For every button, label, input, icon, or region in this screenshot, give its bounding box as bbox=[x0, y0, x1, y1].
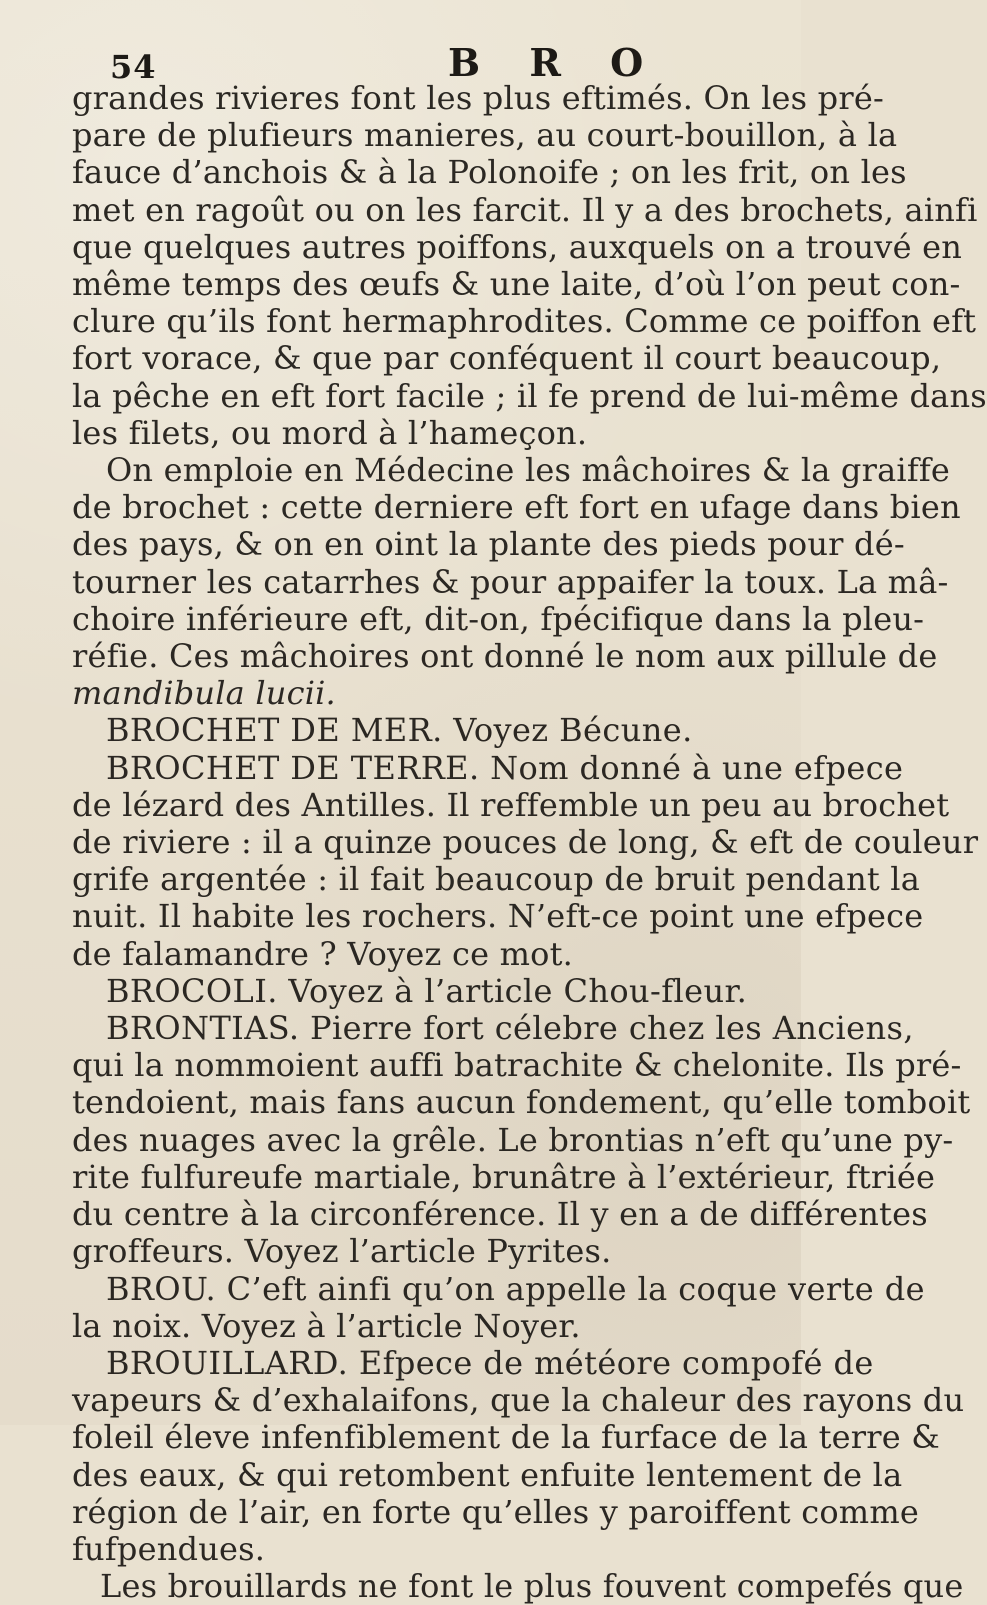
text-line-39: région de l’air, en forte qu’elles y paroiffent comme bbox=[72, 1492, 920, 1531]
text-line-3: fauce d’anchois & à la Polonoife ; on les frit, on les bbox=[72, 153, 907, 192]
text-line-2: pare de plufieurs manieres, au court-bouillon, à la bbox=[72, 116, 898, 155]
text-line-23: nuit. Il habite les rochers. N’eft-ce point une efpece bbox=[72, 897, 924, 936]
text-line-5: que quelques autres poiffons, auxquels on a trouvé en bbox=[72, 227, 963, 266]
entry-brontias: BRONTIAS. Pierre fort célebre chez les Anciens, bbox=[106, 1009, 914, 1048]
text-line-36: vapeurs & d’exhalaifons, que la chaleur des rayons du bbox=[72, 1381, 965, 1420]
text-line-32: groffeurs. Voyez l’article Pyrites. bbox=[72, 1232, 612, 1271]
text-line-21: de riviere : il a quinze pouces de long, & eft de couleur bbox=[72, 823, 979, 862]
text-line-11: On emploie en Médecine les mâchoires & la graiffe bbox=[106, 451, 951, 490]
text-line-17: mandibula lucii. bbox=[72, 674, 336, 713]
entry-brochet-de-mer: BROCHET DE MER. Voyez Bécune. bbox=[106, 711, 693, 750]
running-head: B R O bbox=[448, 40, 662, 85]
text-line-20: de lézard des Antilles. Il reffemble un peu au brochet bbox=[72, 785, 950, 824]
text-line-34: la noix. Voyez à l’article Noyer. bbox=[72, 1306, 581, 1345]
text-line-10: les filets, ou mord à l’hameçon. bbox=[72, 413, 588, 452]
entry-brochet-de-terre: BROCHET DE TERRE. Nom donné à une efpece bbox=[106, 748, 904, 787]
text-line-13: des pays, & on en oint la plante des pieds pour dé- bbox=[72, 525, 905, 564]
text-line-28: tendoient, mais fans aucun fondement, qu’elle tomboit bbox=[72, 1083, 971, 1122]
page-header bbox=[72, 20, 763, 86]
text-line-27: qui la nommoient auffi batrachite & chelonite. Ils pré- bbox=[72, 1046, 962, 1085]
text-line-30: rite fulfureufe martiale, brunâtre à l’extérieur, ftriée bbox=[72, 1157, 936, 1196]
text-line-6: même temps des œufs & une laite, d’où l’on peut con- bbox=[72, 265, 961, 304]
text-line-15: choire inférieure eft, dit-on, fpécifique dans la pleu- bbox=[72, 599, 925, 638]
entry-brouillard: BROUILLARD. Efpece de météore compofé de bbox=[106, 1343, 874, 1382]
text-line-9: la pêche en eft fort facile ; il fe prend de lui-même dans bbox=[72, 376, 987, 415]
main-text bbox=[72, 79, 987, 1605]
text-line-22: grife argentée : il fait beaucoup de bruit pendant la bbox=[72, 860, 921, 899]
text-line-16: réfie. Ces mâchoires ont donné le nom aux pillule de bbox=[72, 637, 938, 676]
text-line-41: Les brouillards ne font le plus fouvent compefés que bbox=[100, 1567, 964, 1605]
text-line-38: des eaux, & qui retombent enfuite lentement de la bbox=[72, 1455, 903, 1494]
text-line-12: de brochet : cette derniere eft fort en ufage dans bien bbox=[72, 488, 961, 527]
text-line-24: de falamandre ? Voyez ce mot. bbox=[72, 934, 574, 973]
text-line-37: foleil éleve infenfiblement de la furface de la terre & bbox=[72, 1418, 940, 1457]
text-line-7: clure qu’ils font hermaphrodites. Comme ce poiffon eft bbox=[72, 302, 977, 341]
text-line-40: fufpendues. bbox=[72, 1529, 266, 1568]
entry-brou: BROU. C’eft ainfi qu’on appelle la coque verte de bbox=[106, 1269, 925, 1308]
text-line-1: grandes rivieres font les plus eftimés. On les pré- bbox=[72, 79, 884, 117]
text-line-29: des nuages avec la grêle. Le brontias n’eft qu’une py- bbox=[72, 1120, 954, 1159]
text-line-8: fort vorace, & que par conféquent il court beaucoup, bbox=[72, 339, 942, 378]
text-line-4: met en ragoût ou on les farcit. Il y a des brochets, ainfi bbox=[72, 190, 978, 229]
text-line-31: du centre à la circonférence. Il y en a de différentes bbox=[72, 1195, 928, 1234]
text-line-14: tourner les catarrhes & pour appaifer la toux. La mâ- bbox=[72, 562, 949, 601]
entry-brocoli: BROCOLI. Voyez à l’article Chou-fleur. bbox=[106, 971, 748, 1010]
page-number: 54 bbox=[110, 48, 157, 86]
